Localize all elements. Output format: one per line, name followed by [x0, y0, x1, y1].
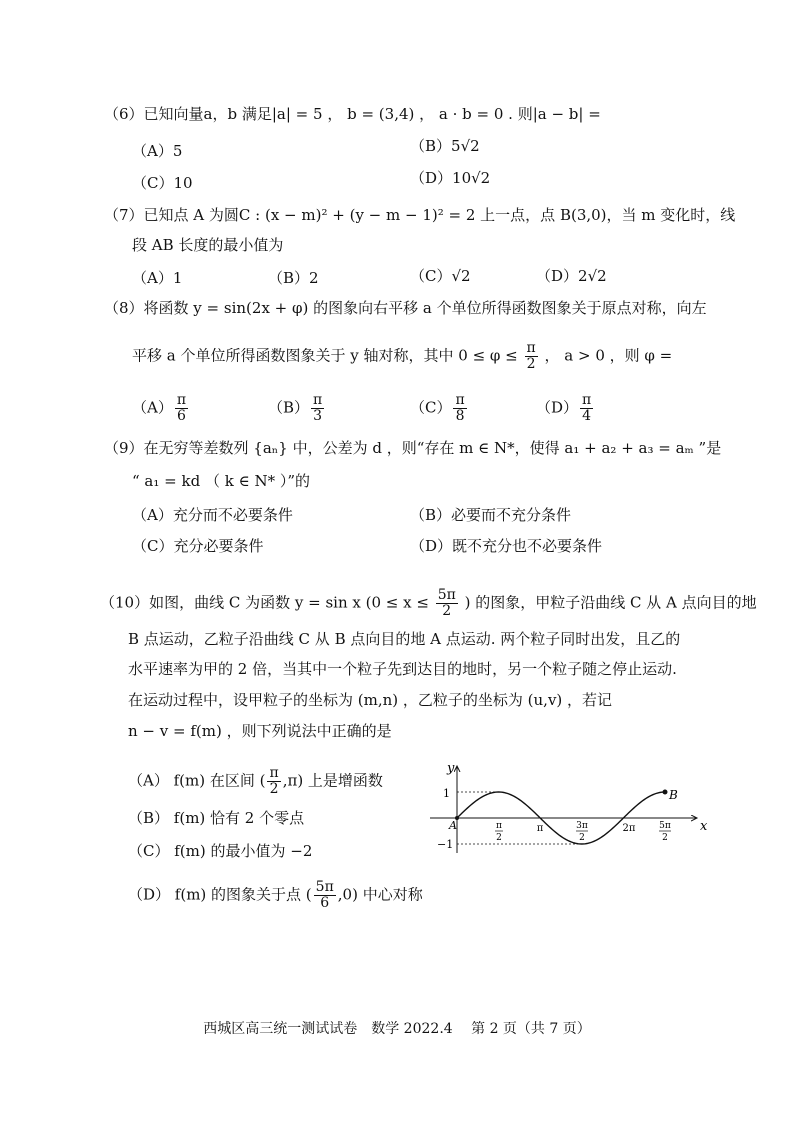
y-tick-minus-1: −1 [437, 838, 454, 851]
q10-stem-line2: B 点运动，乙粒子沿曲线 C 从 B 点向目的地 A 点运动. 两个粒子同时出发，且乙的 [128, 630, 681, 648]
q6-option-d: （D）10√2 [410, 169, 491, 187]
tick-5pi-over-2-num: 5π [659, 821, 671, 831]
tick-5pi-over-2-den: 2 [662, 833, 668, 843]
q10-5pi-over-2: $\frac{5\pi}{2}$ [437, 587, 456, 619]
q7-option-a: （A）1 [132, 269, 183, 287]
q9-stem-line1: （9）在无穷等差数列 {aₙ} 中，公差为 d ，则“存在 m ∈ N*，使得 a₁ + a₂ + a₃ = aₘ ”是 [104, 439, 722, 457]
q10-option-b: （B） f(m) 恰有 2 个零点 [128, 809, 305, 827]
q10-option-a: （A） f(m) 在区间 ( $\frac{\pi}{2}$ ,π) 上是增函数 [128, 765, 383, 797]
y-tick-1: 1 [443, 787, 450, 800]
q8-option-d: （D） $\frac{\pi}{4}$ [536, 392, 592, 424]
q8-pi-over-2: $\frac{\pi}{2}$ [526, 340, 536, 372]
q7-stem-line1: （7）已知点 A 为圆C : (x − m)² + (y − m − 1)² = 2 上一点，点 B(3,0)，当 m 变化时，线 [104, 206, 736, 224]
tick-pi-over-2-num: π [496, 821, 502, 831]
q8-option-b: （B） $\frac{\pi}{3}$ [268, 392, 323, 424]
q7-option-c: （C）√2 [410, 267, 471, 285]
q6-option-a: （A）5 [132, 142, 183, 160]
point-b-marker [663, 790, 668, 795]
q10-stem-line1: （10）如图，曲线 C 为函数 y = sin x (0 ≤ x ≤ $\frac{5\pi}{2}$ ) 的图象，甲粒子沿曲线 C 从 A 点向目的地 [100, 587, 757, 619]
q9-option-c: （C）充分必要条件 [132, 537, 264, 555]
point-a-label: A [449, 819, 457, 832]
tick-2pi: 2π [622, 823, 636, 834]
tick-pi-over-2-den: 2 [496, 833, 502, 843]
point-b-label: B [669, 788, 678, 802]
q8-stem-line1: （8）将函数 y = sin(2x + φ) 的图象向右平移 a 个单位所得函数图象关于原点对称，向左 [104, 299, 707, 317]
q9-option-a: （A）充分而不必要条件 [132, 506, 293, 524]
q10-stem-line3: 水平速率为甲的 2 倍，当其中一个粒子先到达目的地时，另一个粒子随之停止运动. [128, 660, 677, 678]
q8-stem-line2: 平移 a 个单位所得函数图象关于 y 轴对称，其中 0 ≤ φ ≤ $\frac{\pi}{2}$ ， a > 0 ，则 φ = [132, 340, 673, 372]
q7-option-b: （B）2 [268, 269, 319, 287]
q9-stem-line2: “ a₁ = kd （ k ∈ N* ）”的 [132, 472, 311, 490]
y-axis-label: y [447, 761, 455, 776]
page-footer: 西城区高三统一测试试卷 数学 2022.4 第 2 页（共 7 页） [203, 1021, 591, 1037]
x-axis-label: x [700, 819, 708, 834]
q6-option-c: （C）10 [132, 174, 193, 192]
q10-stem-line4: 在运动过程中，设甲粒子的坐标为 (m,n) ，乙粒子的坐标为 (u,v) ，若记 [128, 691, 613, 709]
q10-option-d: （D） f(m) 的图象关于点 ( $\frac{5\pi}{6}$ ,0) 中心对称 [128, 879, 423, 911]
tick-pi: π [536, 823, 544, 834]
q7-stem-line2: 段 AB 长度的最小值为 [132, 236, 284, 254]
q8-option-c: （C） $\frac{\pi}{8}$ [410, 392, 465, 424]
q8-option-a: （A） $\frac{\pi}{6}$ [132, 392, 187, 424]
q10-stem-line5: n − v = f(m) ，则下列说法中正确的是 [128, 722, 392, 740]
tick-3pi-over-2-den: 2 [579, 833, 585, 843]
tick-3pi-over-2-num: 3π [576, 821, 588, 831]
q10-option-c: （C） f(m) 的最小值为 −2 [128, 842, 313, 860]
q6-stem: （6）已知向量a，b 满足|a| = 5 ， b = (3,4) ， a · b = 0 . 则|a − b| = [104, 105, 601, 123]
q9-option-d: （D）既不充分也不必要条件 [410, 537, 603, 555]
sine-curve-graph [425, 758, 715, 858]
q7-option-d: （D）2√2 [536, 267, 607, 285]
q9-option-b: （B）必要而不充分条件 [410, 506, 572, 524]
q6-option-b: （B）5√2 [410, 137, 480, 155]
